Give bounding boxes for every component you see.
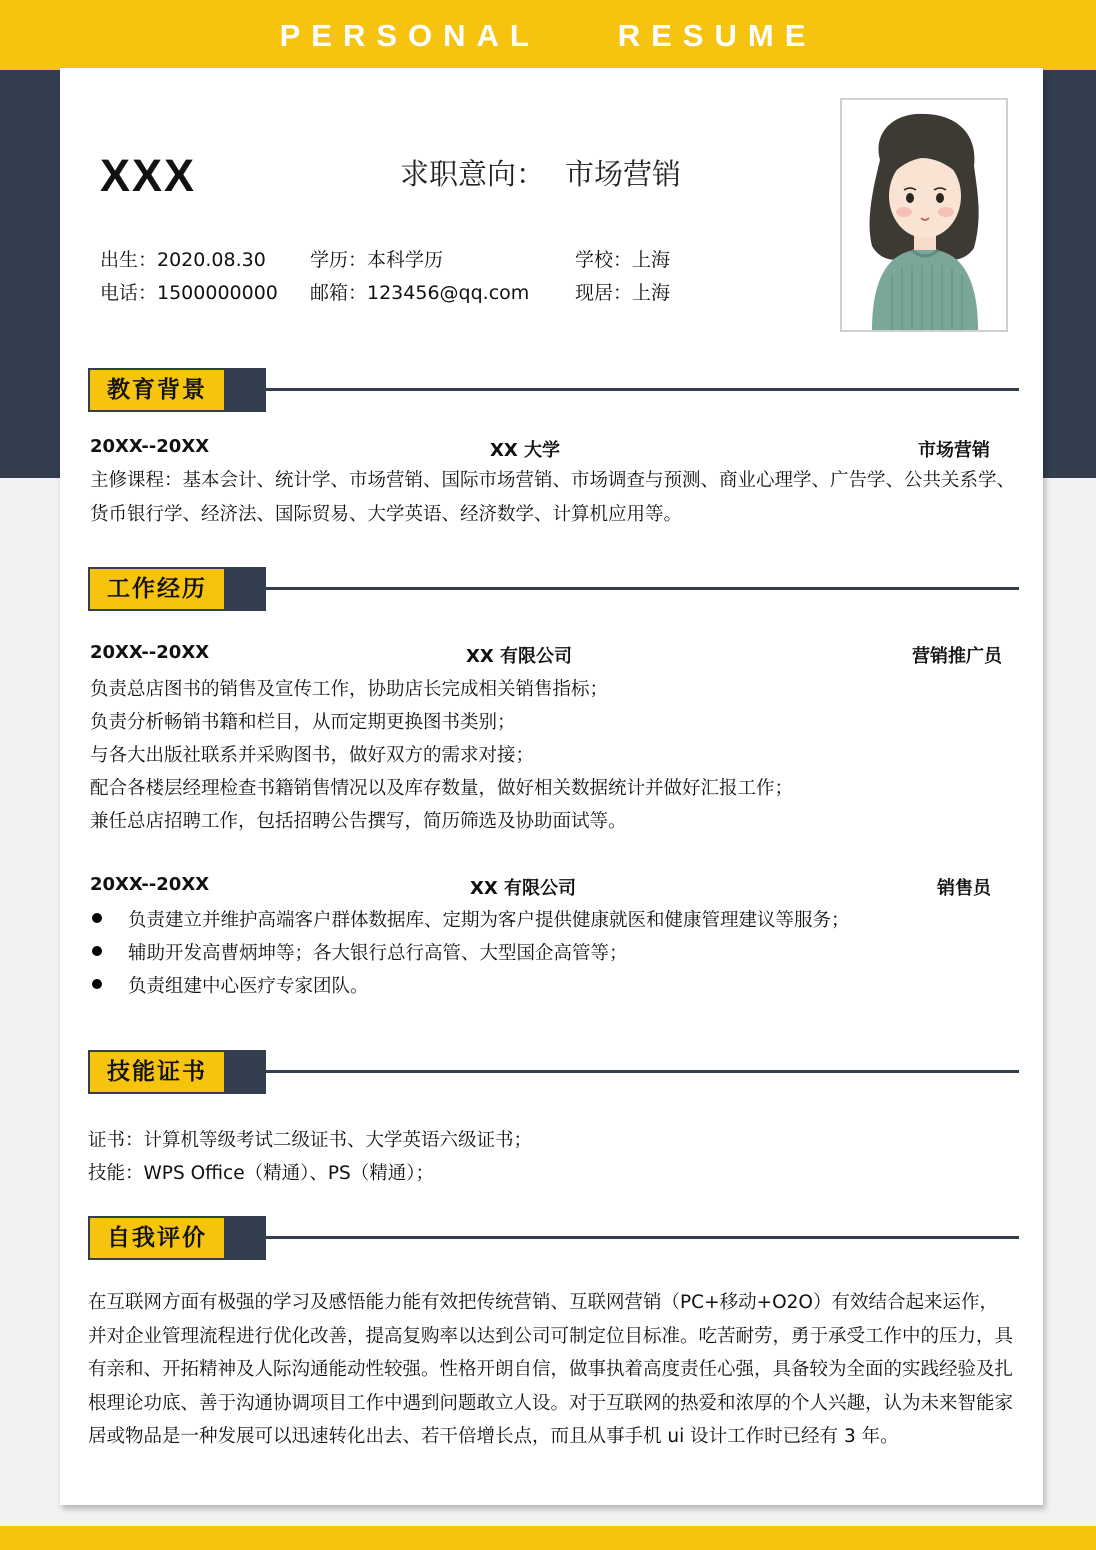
section-divider — [266, 1070, 1019, 1073]
section-divider — [266, 388, 1019, 391]
education-school: XX 大学 — [490, 440, 561, 461]
right-side-bar — [1043, 70, 1096, 478]
section-header-skills — [88, 1050, 1019, 1094]
section-accent-block — [226, 1216, 266, 1260]
education-level: 学历：本科学历 — [310, 249, 444, 271]
email-address: 邮箱：123456@qq.com — [310, 282, 530, 304]
job-duty-line: 辅助开发高曹炳坤等；各大银行总行高管、大型国企高管等； — [128, 943, 628, 964]
job-duty-line: 配合各楼层经理检查书籍销售情况以及库存数量，做好相关数据统计并做好汇报工作； — [90, 778, 794, 799]
job-period: 20XX--20XX — [90, 874, 210, 895]
self-evaluation-text: 在互联网方面有极强的学习及感悟能力能有效把传统营销、互联网营销（PC+移动+O2O）有效结合起来运作，并对企业管理流程进行优化改善，提高复购率以达到公司可制定位目标准。吃苦耐劳，勇于承受工作中的压力，具有亲和、开拓精神及人际沟通能动性较强。性格开朗自信，做事执着高度责任心强，具备较为全面的实践经验及扎根理论功底、善于沟通协调项目工作中遇到问题敢立人设。对于互联网的热爱和浓厚的个人兴趣，认为未来智能家居或物品是一种发展可以迅速转化出去、若干倍增长点，而且从事手机 ui 设计工作时已经有 3 年。 — [88, 1292, 1014, 1447]
resume-sheet — [60, 68, 1043, 1505]
job-duty-line: 负责建立并维护高端客户群体数据库、定期为客户提供健康就医和健康管理建议等服务； — [128, 910, 850, 931]
section-title-self: 自我评价 — [88, 1216, 226, 1260]
job-duty-line: 负责分析畅销书籍和栏目，从而定期更换图书类别； — [90, 712, 516, 733]
education-period: 20XX--20XX — [90, 436, 210, 457]
birth-date: 出生：2020.08.30 — [100, 249, 266, 271]
job-company: XX 有限公司 — [466, 646, 573, 667]
job-intent — [400, 152, 681, 193]
section-title-skills: 技能证书 — [88, 1050, 226, 1094]
profile-photo — [840, 98, 1008, 332]
job-duty-line: 兼任总店招聘工作，包括招聘公告撰写，简历筛选及协助面试等。 — [90, 811, 627, 832]
section-accent-block — [226, 567, 266, 611]
school-city: 学校：上海 — [575, 249, 671, 271]
section-accent-block — [226, 368, 266, 412]
section-header-work — [88, 567, 1019, 611]
section-header-self — [88, 1216, 1019, 1260]
section-title-work: 工作经历 — [88, 567, 226, 611]
skills: 技能：WPS Office（精通）、PS（精通）； — [88, 1163, 434, 1184]
job-period: 20XX--20XX — [90, 642, 210, 663]
section-title-education: 教育背景 — [88, 368, 226, 412]
candidate-name: XXX — [100, 150, 197, 201]
education-courses: 主修课程：基本会计、统计学、市场营销、国际市场营销、市场调查与预测、商业心理学、广告学、公共关系学、货币银行学、经济法、国际贸易、大学英语、经济数学、计算机应用等。 — [90, 470, 1016, 525]
certificates: 证书：计算机等级考试二级证书、大学英语六级证书； — [88, 1130, 533, 1151]
job-intent-value: 市场营销 — [565, 157, 682, 191]
job-duty-line: 负责总店图书的销售及宣传工作，协助店长完成相关销售指标； — [90, 679, 609, 700]
bottom-banner — [0, 1526, 1096, 1550]
bullet-icon — [92, 979, 102, 989]
job-title: 营销推广员 — [912, 646, 1002, 667]
section-accent-block — [226, 1050, 266, 1094]
left-side-bar — [0, 70, 60, 478]
section-divider — [266, 1236, 1019, 1239]
section-divider — [266, 587, 1019, 590]
education-major: 市场营销 — [918, 440, 990, 461]
current-residence: 现居：上海 — [575, 282, 671, 304]
resume-title: PERSONAL RESUME — [279, 18, 817, 53]
job-company: XX 有限公司 — [470, 878, 577, 899]
bullet-icon — [92, 946, 102, 956]
job-duty-line: 负责组建中心医疗专家团队。 — [128, 976, 369, 997]
section-header-education — [88, 368, 1019, 412]
phone-number: 电话：1500000000 — [100, 282, 278, 304]
bullet-icon — [92, 913, 102, 923]
job-duty-line: 与各大出版社联系并采购图书，做好双方的需求对接； — [90, 745, 535, 766]
avatar-illustration — [842, 100, 1006, 330]
job-title: 销售员 — [937, 878, 991, 899]
job-intent-label: 求职意向： — [400, 157, 546, 191]
